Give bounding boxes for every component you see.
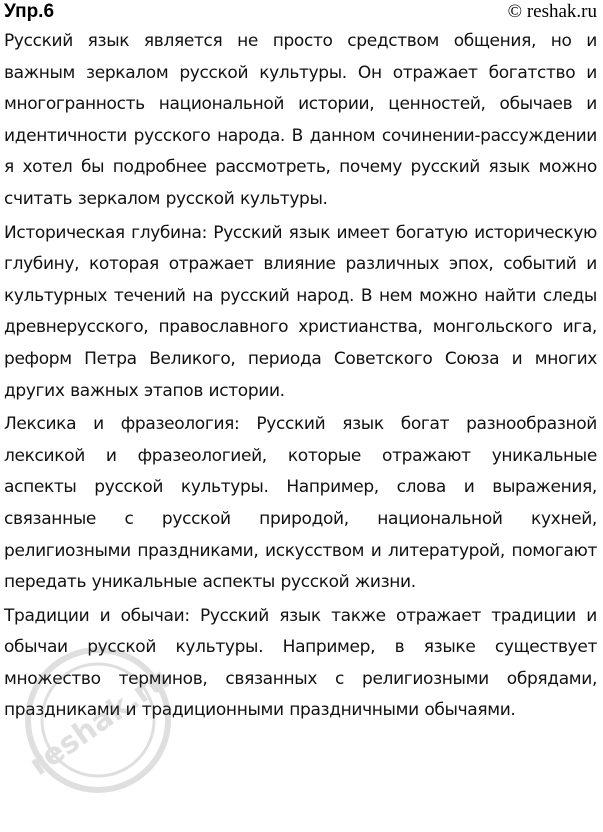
paragraph-intro: Русский язык является не просто средством общения, но и важным зеркалом русской культуры. Он отражает богатство и многогранность национальной истории, ценностей, обычаев и идентичности русского народа. В данном сочинении-рассуждении я хотел бы подробнее рассмотреть, почему русский язык можно считать зеркалом русской культуры. [4,31,597,209]
paragraph-traditions: Традиции и обычаи: Русский язык также отражает традиции и обычаи русской культуры. Например, в языке существует множество терминов, связанных с религиозными обрядами, праздниками и традиционными праздничными обычаями. [4,605,597,721]
page-header [4,0,597,26]
exercise-title: Упр.6 [4,1,55,22]
watermark-text: reshak.ru [23,661,176,783]
essay-text [4,26,597,729]
paragraph-history: Историческая глубина: Русский язык имеет богатую историческую глубину, которая отражает влияние различных эпох, событий и культурных течений на русский народ. В нем можно найти следы древнерусского, православного христианства, монгольского ига, реформ Петра Великого, периода Советского Союза и многих других важных этапов истории. [4,222,597,401]
paragraph-lexicon: Лексика и фразеология: Русский язык богат разнообразной лексикой и фразеологией, которые отражают уникальные аспекты русской культуры. Например, слова и выражения, связанные с русской природой, национальной кухней, религиозными праздниками, искусством и литературой, помогают передать уникальные аспекты русской жизни. [4,414,597,593]
site-credit: © reshak.ru [507,1,597,22]
